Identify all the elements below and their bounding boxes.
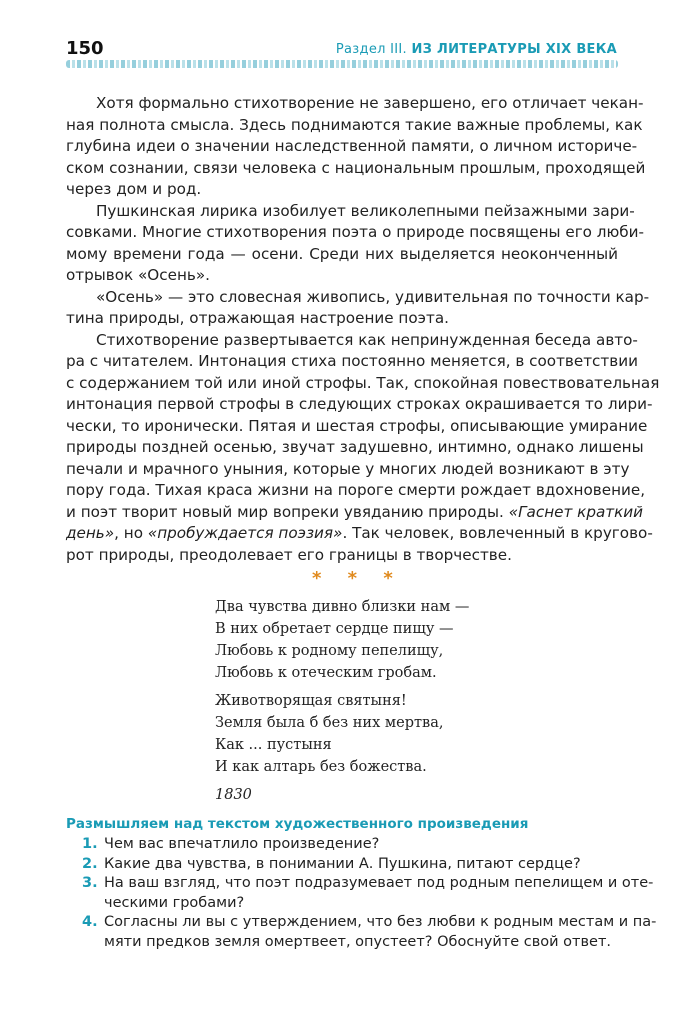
paragraph-line: Хотя формально стихотворение не завершено, его отличает чекан- [96,94,644,112]
paragraph-line: через дом и род. [66,180,202,198]
paragraph-line: чески, то иронически. Пятая и шестая строфы, описывающие умирание [66,416,648,435]
paragraph-line: пору года. Тихая краса жизни на пороге смерти рождает вдохновение, [66,481,646,499]
poem-line: Любовь к отеческим гробам. [215,665,437,681]
running-head [336,42,617,57]
question-text [104,913,656,952]
question-line: ческими гробами? [104,894,245,911]
questions-title: Размышляем над текстом художественного произведения [66,816,529,832]
question-item [82,855,618,875]
question-line: На ваш взгляд, что поэт подразумевает под родным пепелищем и оте- [104,875,654,891]
body-text [66,93,660,566]
question-number: 1. [82,836,98,852]
poem-stanza [215,596,469,684]
poem-line: Земля была б без них мертва, [215,715,444,731]
section-prefix: Раздел III. [335,42,407,57]
paragraph-line: интонация первой строфы в следующих строках окрашивается то лири- [66,395,653,413]
poem-line: Животворящая святыня! [215,693,407,709]
question-line: Согласны ли вы с утверждением, что без любви к родным местам и па- [104,914,657,930]
paragraph-line: ском сознании, связи человека с национальным прошлым, проходящей [66,158,646,177]
paragraph-line: «Осень» — это словесная живопись, удивительная по точности кар- [96,287,650,306]
page-number: 150 [66,38,104,59]
question-text [104,835,618,855]
question-text [104,855,618,875]
question-item [82,913,657,952]
question-item [82,874,654,913]
section-separator: * * * [312,568,403,589]
paragraph-line: печали и мрачного уныния, которые у многих людей возникают в эту [66,459,630,478]
paragraph-line: совками. Многие стихотворения поэта о природе посвящены его люби- [66,223,645,241]
poem-line: Как ... пустыня [215,737,332,753]
paragraph-line: мому времени года — осени. Среди них выделяется неоконченный [66,244,618,263]
question-text [104,874,653,913]
paragraph-line: ная полнота смысла. Здесь поднимаются такие важные проблемы, как [66,115,643,134]
ornament-divider [66,60,618,68]
question-line: Какие два чувства, в понимании А. Пушкина, питают сердце? [104,855,581,872]
question-item [82,835,618,855]
poem-stanza [215,690,469,778]
poem-year: 1830 [215,787,252,803]
paragraph-line: Пушкинская лирика изобилует великолепными пейзажными зари- [96,201,635,220]
questions-list [82,835,657,952]
paragraph-line: отрывок «Осень». [66,266,210,284]
poem [215,596,469,806]
question-number: 3. [82,875,98,891]
question-line: Чем вас впечатлило произведение? [104,836,380,852]
question-number: 4. [82,914,98,930]
question-number: 2. [82,855,98,872]
poem-line: Любовь к родному пепелищу, [215,643,444,659]
poem-line: И как алтарь без божества. [215,759,427,775]
paragraph-line: глубина идеи о значении наследственной памяти, о личном историче- [66,137,638,155]
paragraph-line: природы поздней осенью, звучат задушевно, интимно, однако лишены [66,438,644,456]
paragraph-line: рот природы, преодолевает его границы в творчестве. [66,545,512,564]
section-title: ИЗ ЛИТЕРАТУРЫ XIX ВЕКА [411,42,617,57]
question-line: мяти предков земля омертвеет, опустеет? Обоснуйте свой ответ. [104,933,612,950]
poem-line: Два чувства дивно близки нам — [215,599,470,615]
paragraph-line: с содержанием той или иной строфы. Так, спокойная повествовательная [66,373,660,392]
paragraph-line: тина природы, отражающая настроение поэта. [66,309,449,327]
paragraph-line: Стихотворение развертывается как непринужденная беседа авто- [96,330,638,349]
paragraph-line: ра с читателем. Интонация стиха постоянно меняется, в соответствии [66,352,638,370]
paragraph-line: день», но «пробуждается поэзия». Так человек, вовлеченный в кругово- [66,524,653,542]
paragraph-line: и поэт творит новый мир вопреки увяданию природы. «Гаснет краткий [66,502,644,521]
poem-line: В них обретает сердце пищу — [215,621,454,637]
